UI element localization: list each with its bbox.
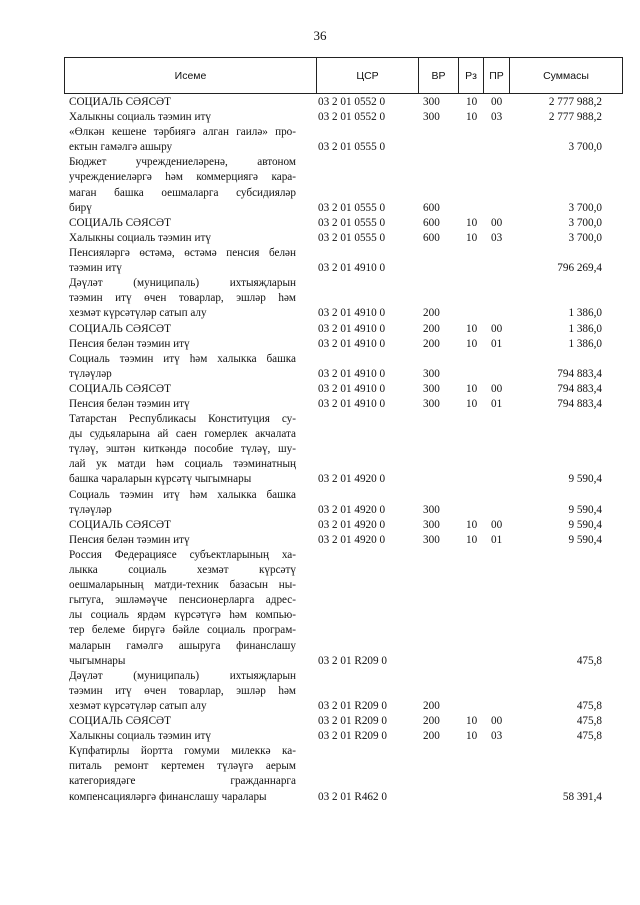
row-sum: 1 386,0 [568,337,602,350]
row-csr: 03 2 01 4920 0 [318,518,386,531]
row-name-line: ды судьяларына ай саен гомерлек акчалата [69,428,296,441]
table-row [0,382,640,397]
row-name [69,488,296,518]
row-sum: 9 590,4 [568,473,602,486]
row-name-line: СОЦИАЛЬ СӘЯСӘТ [69,216,171,229]
column-header-vr: ВР [419,58,459,94]
row-name-line: Халыкны социаль тәэмин итү [69,111,211,124]
row-csr: 03 2 01 4910 0 [318,367,386,380]
row-name-line: бирү [69,201,92,214]
row-name-line: тер белеме бирүгә бәйле социаль програм- [69,624,296,637]
column-header-name: Исеме [65,58,317,94]
row-name-line: Халыкны социаль тәэмин итү [69,730,211,743]
row-vr: 600 [423,201,440,214]
row-vr: 200 [423,715,440,728]
table-row [0,412,640,488]
row-vr: 200 [423,699,440,712]
table-row [0,216,640,231]
table-row [0,397,640,412]
row-pr: 03 [491,730,503,743]
row-name-line: түләүләр [69,503,112,516]
row-name-line: Күпфатирлы йортта гомуми милеккә ка- [69,745,296,758]
row-sum: 9 590,4 [568,503,602,516]
row-rz: 10 [466,322,478,335]
row-name [69,533,296,548]
row-name-line: категориядәге гражданнарга [69,775,296,788]
row-name [69,714,296,729]
row-rz: 10 [466,96,478,108]
row-name [69,352,296,382]
row-name-line: компенсацияләргә финанслашу чаралары [69,790,267,803]
row-csr: 03 2 01 0555 0 [318,216,386,229]
row-pr: 01 [491,398,503,410]
row-name [69,548,296,669]
row-rz: 10 [466,398,478,410]
row-name [69,518,296,533]
row-pr: 01 [491,337,503,350]
table-row [0,276,640,321]
row-csr: 03 2 01 R209 0 [318,715,387,728]
row-name [69,95,296,110]
row-name-line: түләү, эштән киткәндә пособие түләү, шу- [69,443,296,456]
row-csr: 03 2 01 0555 0 [318,231,386,244]
row-name-line: тәэмин итү [69,262,122,275]
row-pr: 00 [491,216,503,229]
row-name-line: СОЦИАЛЬ СӘЯСӘТ [69,322,171,335]
row-rz: 10 [466,216,478,229]
row-sum: 3 700,0 [568,216,602,229]
row-name-line: Пенсия белән тәэмин итү [69,533,190,546]
row-csr: 03 2 01 R209 0 [318,730,387,743]
table-row [0,337,640,352]
row-csr: 03 2 01 4910 0 [318,322,386,335]
row-csr: 03 2 01 4920 0 [318,503,386,516]
row-vr: 300 [423,503,440,516]
row-name-line: «Өлкән кешене тәрбиягә алган гаилә» про- [69,126,296,139]
table-row [0,231,640,246]
row-vr: 300 [423,367,440,380]
row-csr: 03 2 01 4910 0 [318,382,386,395]
row-csr: 03 2 01 0555 0 [318,201,386,214]
row-name-line: СОЦИАЛЬ СӘЯСӘТ [69,96,171,108]
row-vr: 300 [423,518,440,531]
row-csr: 03 2 01 R209 0 [318,699,387,712]
row-sum: 794 883,4 [557,382,602,395]
row-name [69,110,296,125]
row-rz: 10 [466,337,478,350]
row-sum: 475,8 [576,730,602,743]
row-sum: 9 590,4 [568,533,602,546]
table-row [0,533,640,548]
row-name [69,155,296,215]
row-name [69,337,296,352]
table-row [0,488,640,518]
row-name-line: чыгымнары [69,654,126,667]
row-sum: 1 386,0 [568,322,602,335]
row-name-line: Пенсия белән тәэмин итү [69,337,190,350]
row-pr: 00 [491,715,503,728]
table-row [0,95,640,110]
column-header-csr: ЦСР [317,58,419,94]
row-pr: 00 [491,382,503,395]
row-name-line: маган башка оешмаларга субсидияләр [69,186,296,199]
table-row [0,352,640,382]
row-name-line: Пенсияләргә өстәмә, өстәмә пенсия белән [69,247,296,259]
row-rz: 10 [466,518,478,531]
row-name [69,397,296,412]
row-name-line: маларын гамәлгә ашыруга финанслашу [69,639,296,652]
row-pr: 03 [491,231,503,244]
row-rz: 10 [466,533,478,546]
table-row [0,548,640,669]
row-name-line: оешмаларының матди-техник базасын ны- [69,579,296,592]
row-name-line: Россия Федерациясе субъектларының ха- [69,549,296,561]
row-vr: 200 [423,307,440,320]
row-name-line: лай ук матди һәм социаль тәэминатның [69,458,296,471]
page-number: 36 [313,28,327,43]
row-csr: 03 2 01 4910 0 [318,398,386,410]
row-csr: 03 2 01 4920 0 [318,473,386,486]
row-name-line: Дәүләт (муниципаль) ихтыяҗларын [69,669,296,682]
row-sum: 3 700,0 [568,231,602,244]
row-name-line: түләүләр [69,367,112,380]
row-name [69,744,296,804]
row-name [69,729,296,744]
row-name-line: питаль ремонт кертемен түләүгә аерым [69,760,296,773]
row-name [69,382,296,397]
row-name-line: СОЦИАЛЬ СӘЯСӘТ [69,715,171,728]
row-name [69,216,296,231]
row-name [69,412,296,487]
table-row [0,669,640,714]
table-row [0,246,640,276]
table-row [0,518,640,533]
row-sum: 2 777 988,2 [548,111,602,124]
column-header-pr: ПР [484,58,510,94]
row-vr: 300 [423,111,440,124]
row-csr: 03 2 01 0552 0 [318,111,386,124]
row-vr: 600 [423,231,440,244]
row-vr: 200 [423,322,440,335]
table-row [0,110,640,125]
row-pr: 00 [491,518,503,531]
row-sum: 2 777 988,2 [548,96,602,108]
row-csr: 03 2 01 4910 0 [318,262,386,275]
row-vr: 200 [423,730,440,743]
row-sum: 9 590,4 [568,518,602,531]
row-name-line: СОЦИАЛЬ СӘЯСӘТ [69,382,171,395]
row-csr: 03 2 01 4910 0 [318,337,386,350]
row-name [69,125,296,155]
row-csr: 03 2 01 R209 0 [318,654,387,667]
row-sum: 794 883,4 [557,398,602,410]
row-name-line: СОЦИАЛЬ СӘЯСӘТ [69,518,171,531]
row-name-line: лыкка социаль хезмәт күрсәтү [69,564,296,577]
row-sum: 475,8 [576,699,602,712]
row-sum: 58 391,4 [562,790,602,803]
row-rz: 10 [466,382,478,395]
row-vr: 300 [423,96,440,108]
row-sum: 475,8 [576,715,602,728]
table-row [0,125,640,155]
row-name [69,231,296,246]
row-rz: 10 [466,111,478,124]
row-name-line: Бюджет учреждениеләренә, автоном [69,156,296,169]
row-name-line: гытуга, эшләмәүче пенсионерларга адрес- [69,594,296,607]
row-name-line: Социаль тәэмин итү һәм халыкка башка [69,488,296,501]
row-csr: 03 2 01 0552 0 [318,96,386,108]
row-name-line: Пенсия белән тәэмин итү [69,398,190,410]
row-name [69,276,296,321]
row-vr: 600 [423,216,440,229]
row-sum: 794 883,4 [557,367,602,380]
row-csr: 03 2 01 0555 0 [318,141,386,154]
row-name-line: башка чараларын күрсәтү чыгымнары [69,473,252,486]
table-row [0,744,640,804]
row-name-line: Татарстан Республикасы Конституция су- [69,413,296,426]
row-name [69,322,296,337]
row-sum: 3 700,0 [568,201,602,214]
row-name-line: ектын гамәлгә ашыру [69,141,173,154]
row-sum: 1 386,0 [568,307,602,320]
table-row [0,322,640,337]
row-name-line: Халыкны социаль тәэмин итү [69,231,211,244]
row-rz: 10 [466,730,478,743]
row-name [69,669,296,714]
row-pr: 03 [491,111,503,124]
table-row [0,714,640,729]
row-name [69,246,296,276]
column-header-sum: Суммасы [510,58,623,94]
row-pr: 00 [491,322,503,335]
row-name-line: хезмәт күрсәтүләр сатып алу [69,699,207,712]
row-pr: 01 [491,533,503,546]
row-csr: 03 2 01 R462 0 [318,790,387,803]
row-vr: 300 [423,382,440,395]
row-vr: 200 [423,337,440,350]
row-rz: 10 [466,231,478,244]
row-name-line: хезмәт күрсәтүләр сатып алу [69,307,207,320]
row-name-line: лы социаль ярдәм күрсәтүгә һәм компью- [69,609,296,622]
row-name-line: учреждениеләргә һәм коммерциягә кара- [69,171,296,184]
row-sum: 3 700,0 [568,141,602,154]
table-row [0,729,640,744]
column-header-rz: Рз [459,58,484,94]
row-vr: 300 [423,533,440,546]
row-pr: 00 [491,96,503,108]
row-name-line: Социаль тәэмин итү һәм халыкка башка [69,352,296,365]
row-name-line: Дәүләт (муниципаль) ихтыяҗларын [69,277,296,290]
row-sum: 475,8 [576,654,602,667]
row-rz: 10 [466,715,478,728]
row-name-line: тәэмин итү өчен товарлар, эшләр һәм [69,684,296,697]
row-csr: 03 2 01 4920 0 [318,533,386,546]
row-sum: 796 269,4 [557,262,602,275]
row-name-line: тәэмин итү өчен товарлар, эшләр һәм [69,292,296,305]
table-row [0,155,640,215]
row-csr: 03 2 01 4910 0 [318,307,386,320]
row-vr: 300 [423,398,440,410]
